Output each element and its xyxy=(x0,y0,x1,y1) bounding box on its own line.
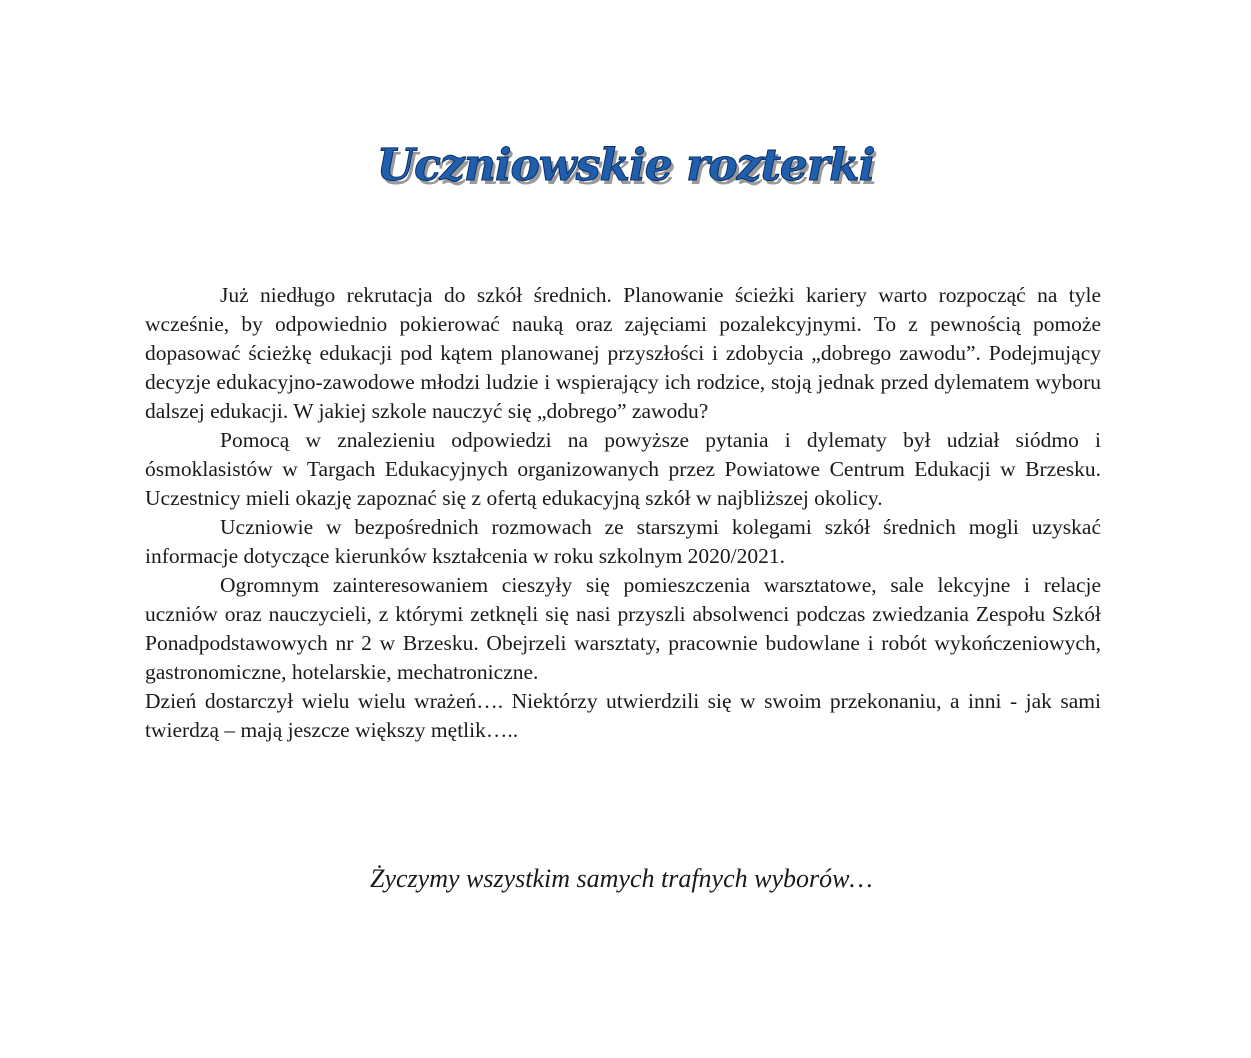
closing-wish: Życzymy wszystkim samych trafnych wyborów… xyxy=(370,864,873,893)
paragraph-fair: Pomocą w znalezieniu odpowiedzi na powyższe pytania i dylematy był udział siódmo i ósmoklasistów w Targach Edukacyjnych organizowanych przez Powiatowe Centrum Edukacji w Brzesku. Uczestnicy mieli okazję zapoznać się z ofertą edukacyjną szkół w najbliższej okolicy. xyxy=(145,428,1101,510)
paragraph-visit: Ogromnym zainteresowaniem cieszyły się pomieszczenia warsztatowe, sale lekcyjne i relacje uczniów oraz nauczycieli, z którymi zetknęli się nasi przyszli absolwenci podczas zwiedzania Zespołu Szkół Ponadpodstawowych nr 2 w Brzesku. Obejrzeli warsztaty, pracownie budowlane i robót wykończeniowych, gastronomiczne, hotelarskie, mechatroniczne. xyxy=(145,573,1101,684)
paragraph-summary: Dzień dostarczył wielu wielu wrażeń…. Niektórzy utwierdzili się w swoim przekonaniu, a inni - jak sami twierdzą – mają jeszcze większy mętlik….. xyxy=(145,689,1101,742)
article-body xyxy=(145,281,1101,745)
paragraph-intro: Już niedługo rekrutacja do szkół średnich. Planowanie ścieżki kariery warto rozpocząć na tyle wcześnie, by odpowiednio pokierować nauką oraz zajęciami pozalekcyjnymi. To z pewnością pomoże dopasować ścieżkę edukacji pod kątem planowanej przyszłości i zdobycia „dobrego zawodu”. Podejmujący decyzje edukacyjno-zawodowe młodzi ludzie i wspierający ich rodzice, stoją jednak przed dylematem wyboru dalszej edukacji. W jakiej szkole nauczyć się „dobrego” zawodu? xyxy=(145,283,1101,423)
page-title: Uczniowskie rozterki xyxy=(376,140,875,191)
paragraph-conversations: Uczniowie w bezpośrednich rozmowach ze starszymi kolegami szkół średnich mogli uzyskać informacje dotyczące kierunków kształcenia w roku szkolnym 2020/2021. xyxy=(145,515,1101,568)
